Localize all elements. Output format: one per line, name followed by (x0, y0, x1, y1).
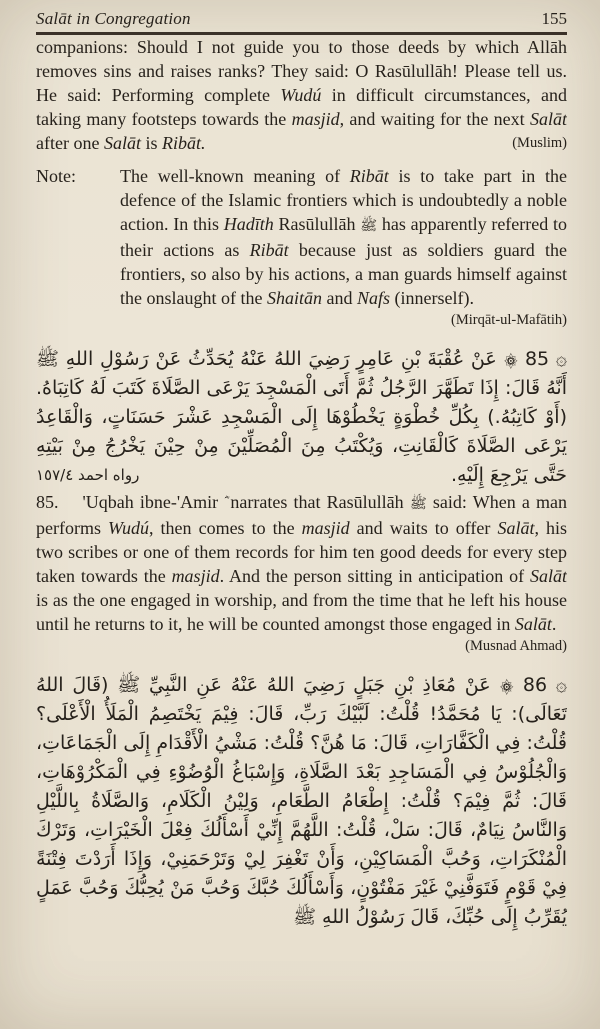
term: Salāt (529, 109, 567, 129)
text-run: after one (36, 133, 104, 153)
text-run: is as the one engaged in worship, and from the time that he left his house until he returns to it, he will be counted amongst those engaged in (36, 590, 567, 634)
term: Salāt (497, 518, 535, 538)
page-header (36, 9, 567, 29)
note-body (120, 164, 567, 330)
intro-paragraph (36, 35, 567, 155)
term: Salāt (103, 133, 141, 153)
term: Salāt (529, 566, 567, 586)
hadith-85-reference: رواه احمد ١٥٧/٤ (36, 466, 140, 484)
note-block (36, 164, 567, 330)
text-run: and waits to offer (349, 518, 498, 538)
term: masjid (291, 109, 340, 129)
attribution-muslim: (Muslim) (512, 135, 567, 151)
running-head-title: Salāt in Congregation (36, 9, 191, 28)
hadith-85-number: 85. (36, 492, 59, 512)
note-label: Note: (36, 166, 76, 186)
text-run: because just as soldiers guard the frontiers, so also by his actions, a man guards himself against the onslaught of the (120, 240, 567, 308)
hadith-86-arabic (36, 671, 567, 932)
attribution-musnad-ahmad: (Musnad Ahmad) (465, 638, 567, 654)
term: masjid (171, 566, 220, 586)
text-run: and (322, 288, 357, 308)
text-run: , his two scribes or one of them records for him ten good deeds for every step taken towards the (36, 518, 567, 586)
text-run: companions: Should I not guide you to those deeds by which Allāh removes sins and raises ranks? They said: O Rasūlullāh! Please tell us. He said: Performing complete (36, 37, 567, 105)
term: Ribāt (249, 240, 289, 260)
text-run: narrates that Rasūlullāh (224, 492, 410, 512)
text-run: is (140, 133, 162, 153)
text-run: in difficult circumstances, and taking many footsteps towards the (36, 85, 567, 129)
text-run: (innerself). (390, 288, 474, 308)
term: Ribāt (349, 166, 389, 186)
term: Wudú (108, 518, 150, 538)
note-paragraph (120, 164, 567, 310)
term: masjid (301, 518, 350, 538)
text-run: . (551, 614, 557, 634)
term: Wudú (280, 85, 322, 105)
arabic-text: ۞ 85 ۞ عَنْ عُقْبَةَ بْنِ عَامِرٍ رَضِيَ اللهُ عَنْهُ يُحَدِّثُ عَنْ رَسُوْلِ اللهِ ﷺ أَنَّهُ قَالَ: إِذَا تَطَهَّرَ الرَّجُلُ ثُمَّ أَتَى الْمَسْجِدَ يَرْعَى الصَّلَاةَ كَتَبَ لَهُ كَاتِبَاهُ. (أَوْ كَاتِبُهُ.) بِكُلِّ خُطْوَةٍ يَخْطُوْهَا إِلَى الْمَسْجِدِ عَشْرَ حَسَنَاتٍ، وَالْقَاعِدُ يَرْعَى الصَّلَاةَ كَالْقَانِتِ، وَيُكْتَبُ مِنَ الْمُصَلِّيْنَ مِنْ حِيْنَ يَخْرُجُ مِنْ بَيْتِهِ حَتَّى يَرْجِعَ إِلَيْهِ. (36, 348, 567, 486)
text-run: said: When a man performs (36, 492, 567, 538)
text-run: . And the person sitting in anticipation of (219, 566, 530, 586)
text-run: Rasūlullāh (273, 214, 361, 234)
text-run: , and waiting for the next (339, 109, 530, 129)
arabic-text: ۞ 86 ۞ عَنْ مُعَاذِ بْنِ جَبَلٍ رَضِيَ اللهُ عَنْهُ عَنِ النَّبِيِّ ﷺ (قَالَ اللهُ تَعَالَى): يَا مُحَمَّدُ! قُلْتُ: لَبَّيْكَ رَبِّ، قَالَ: فِيْمَ يَخْتَصِمُ الْمَلَأُ الْأَعْلَى؟ قُلْتُ: فِي الْكَفَّارَاتِ، قَالَ: مَا هُنَّ؟ قُلْتُ: مَشْيُ الْأَقْدَامِ إِلَى الْجَمَاعَاتِ، وَالْجُلُوْسُ فِي الْمَسَاجِدِ بَعْدَ الصَّلَاةِ، وَإِسْبَاغُ الْوُضُوْءِ فِي الْمَكْرُوْهَاتِ، قَالَ: ثُمَّ فِيْمَ؟ قُلْتُ: إِطْعَامُ الطَّعَامِ، وَلِيْنُ الْكَلَامِ، وَالصَّلَاةُ بِاللَّيْلِ وَالنَّاسُ نِيَامٌ، قَالَ: سَلْ، قُلْتُ: اللَّهُمَّ إِنِّيْ أَسْأَلُكَ فِعْلَ الْخَيْرَاتِ، وَتَرْكَ الْمُنْكَرَاتِ، وَحُبَّ الْمَسَاكِيْنِ، وَأَنْ تَغْفِرَ لِيْ وَتَرْحَمَنِيْ، وَإِذَا أَرَدْتَ فِتْنَةً فِيْ قَوْمٍ فَتَوَفَّنِيْ غَيْرَ مَفْتُوْنٍ، وَأَسْأَلُكَ حُبَّكَ وَحُبَّ مَنْ يُحِبُّكَ وَحُبَّ عَمَلٍ يُقَرِّبُ إِلَى حُبِّكَ، قَالَ رَسُوْلُ اللهِ ﷺ (36, 674, 567, 928)
honorific-ra: ؓ (218, 496, 225, 512)
term: Salāt (514, 614, 552, 634)
text-run: , then comes to the (149, 518, 302, 538)
hadith-85-english (36, 490, 567, 636)
honorific-saw: ﷺ (360, 218, 378, 234)
term: Hadīth (223, 214, 274, 234)
text-run: 'Uqbah ibne-'Amir (82, 492, 219, 512)
hadith-85-arabic (36, 345, 567, 490)
term: Shaitān (266, 288, 322, 308)
text-run: is to take part in the defence of the Islamic frontiers which is undoubtedly a noble action. In this (120, 166, 567, 234)
page-number: 155 (541, 9, 567, 28)
attribution-mirqat: (Mirqāt-ul-Mafātih) (451, 312, 567, 328)
honorific-saw: ﷺ (409, 496, 427, 512)
text-run: has apparently referred to their actions as (120, 214, 567, 260)
term: Nafs (357, 288, 391, 308)
term: Ribāt. (162, 133, 206, 153)
text-run: The well-known meaning of (120, 166, 350, 186)
